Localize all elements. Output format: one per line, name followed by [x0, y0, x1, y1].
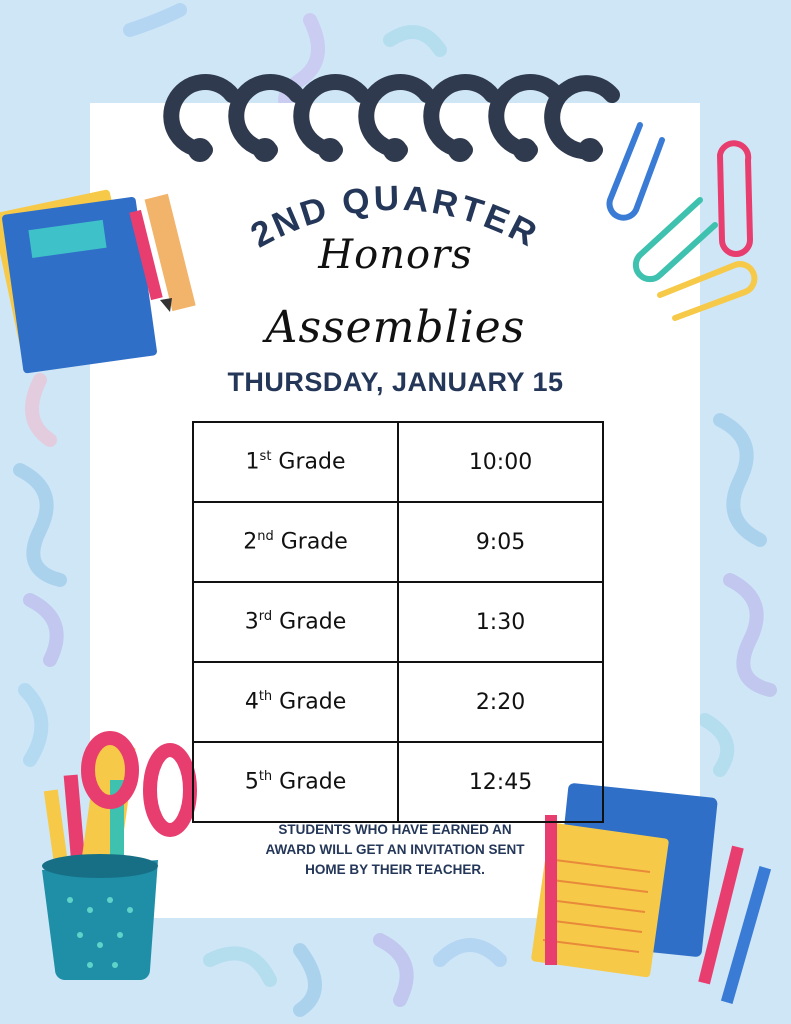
table-row — [193, 502, 603, 582]
note-line: AWARD WILL GET AN INVITATION SENT — [265, 842, 525, 857]
time-cell: 10:00 — [398, 422, 603, 502]
event-date: THURSDAY, JANUARY 15 — [227, 367, 564, 397]
time-cell: 1:30 — [398, 582, 603, 662]
schedule-table — [192, 421, 604, 823]
table-row — [193, 662, 603, 742]
assemblies-script-title: Assemblies — [265, 302, 526, 353]
invitation-note — [240, 820, 550, 880]
grade-cell: 4th Grade — [193, 662, 398, 742]
svg-text:2ND QUARTER: 2ND QUARTER — [244, 178, 546, 256]
table-row — [193, 582, 603, 662]
time-cell: 2:20 — [398, 662, 603, 742]
grade-cell: 5th Grade — [193, 742, 398, 822]
time-cell: 9:05 — [398, 502, 603, 582]
note-line: HOME BY THEIR TEACHER. — [305, 862, 485, 877]
grade-cell: 1st Grade — [193, 422, 398, 502]
grade-cell: 2nd Grade — [193, 502, 398, 582]
grade-cell: 3rd Grade — [193, 582, 398, 662]
honors-script-title: Honors — [318, 232, 473, 278]
note-line: STUDENTS WHO HAVE EARNED AN — [278, 822, 512, 837]
time-cell: 12:45 — [398, 742, 603, 822]
table-row — [193, 422, 603, 502]
table-row — [193, 742, 603, 822]
